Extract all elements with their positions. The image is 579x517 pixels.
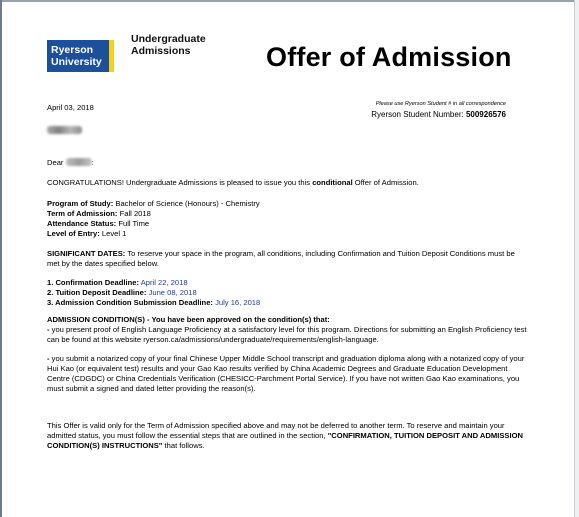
significant-dates-text: To reserve your space in the program, all conditions, including Confirmation and Tuition Deposit Conditions must be met by the dates specified below.: [47, 249, 515, 268]
window-top-edge: [0, 0, 579, 2]
conditions-heading: [47, 315, 527, 325]
deadline-date: April 22, 2018: [140, 278, 188, 287]
program-label: Program of Study:: [47, 199, 114, 208]
program-row: [47, 209, 527, 219]
program-details: [47, 199, 527, 239]
page-title: Offer of Admission: [266, 42, 512, 72]
student-number-value: 500926576: [465, 110, 506, 119]
ryerson-logo: [47, 40, 109, 72]
deadline-row: [47, 298, 527, 308]
program-value: Fall 2018: [119, 209, 151, 218]
student-number-label: Ryerson Student Number:: [371, 110, 464, 119]
closing-text: This Offer is valid only for the Term of Admission specified above and may not be deferred to another term. To reserve and maintain your admitted status, you must follow the essential steps that are outlined in the section,: [47, 421, 505, 440]
congrats-paragraph: [47, 178, 527, 188]
department-name: [131, 33, 206, 57]
deadline-date: June 08, 2018: [148, 288, 197, 297]
closing-after: that follows.: [162, 441, 205, 450]
closing-paragraph: [47, 421, 527, 451]
program-value: Full Time: [118, 219, 150, 228]
program-label: Attendance Status:: [47, 219, 117, 228]
redacted-first-name: [66, 158, 92, 166]
deadline-row: [47, 278, 527, 288]
program-row: [47, 219, 527, 229]
closing-bold: "CONFIRMATION, TUITION DEPOSIT AND ADMISSION CONDITION(S) INSTRUCTIONS": [47, 431, 523, 450]
greeting-colon: :: [91, 158, 94, 167]
condition-item-2-text: you submit a notarized copy of your final Chinese Upper Middle School transcript and graduation diploma along with a notarized copy of your Hui Kao (or equivalent test) results and your Gao Kao results verified by China Academic Degrees and Graduate Education Development Centre (CDGDC) or China Credentials Verification (CHESICC-Parchment Portal Service). If you have not written Gao Kao examinations, you must submit a signed and dated letter providing the reason(s).: [47, 354, 525, 393]
logo-yellow-bar: [109, 40, 114, 72]
congrats-after: Offer of Admission.: [352, 178, 419, 187]
program-row: [47, 229, 527, 239]
deadline-label: 2. Tuition Deposit Deadline:: [47, 288, 147, 297]
congrats-before: CONGRATULATIONS! Undergraduate Admissions is pleased to issue you this: [47, 178, 313, 187]
deadline-label: 3. Admission Condition Submission Deadline:: [47, 298, 213, 307]
program-label: Term of Admission:: [47, 209, 118, 218]
deadlines-list: [47, 278, 527, 308]
student-number-line: [371, 110, 506, 119]
deadline-date: July 16, 2018: [215, 298, 261, 307]
greeting-line: [47, 158, 527, 168]
deadline-row: [47, 288, 527, 298]
window-left-edge: [0, 0, 2, 517]
conditions-heading-text: ADMISSION CONDITION(S) - You have been approved on the condition(s) that:: [47, 315, 330, 324]
program-value: Bachelor of Science (Honours) - Chemistry: [115, 199, 260, 208]
admission-conditions: [47, 315, 527, 345]
greeting-dear: Dear: [47, 158, 64, 167]
condition-item-1-text: you present proof of English Language Proficiency at a satisfactory level for this program. Directions for submitting an English Proficiency test can be found at this website ryerson.ca/admissions/undergraduate/requirements/english-language.: [47, 325, 527, 344]
program-label: Level of Entry:: [47, 229, 100, 238]
dept-line-1: Undergraduate: [131, 33, 206, 45]
deadline-label: 1. Confirmation Deadline:: [47, 278, 139, 287]
redacted-recipient-name: [47, 126, 82, 134]
window-right-gutter: [575, 0, 579, 517]
logo-line-1: Ryerson: [51, 44, 94, 56]
letter-date: April 03, 2018: [47, 103, 94, 112]
dept-line-2: Admissions: [131, 45, 191, 57]
logo-line-2: University: [51, 56, 102, 68]
program-value: Level 1: [101, 229, 127, 238]
significant-dates-paragraph: [47, 249, 527, 269]
program-row: [47, 199, 527, 209]
condition-item-2: - you submit a notarized copy of your final Chinese Upper Middle School transcript and graduation diploma along with a notarized copy of your Hui Kao (or equivalent test) results and your Gao Kao results verified by China Academic Degrees and Graduate Education Development Centre (CDGDC) or China Credentials Verification (CHESICC-Parchment Portal Service). If you have not written Gao Kao examinations, you must submit a signed and dated letter providing the reason(s).: [47, 354, 525, 393]
congrats-bold: conditional: [312, 178, 353, 187]
condition-item-1: - you present proof of English Language Proficiency at a satisfactory level for this program. Directions for submitting an English Proficiency test can be found at this website ryerson.ca/admissions/undergraduate/requirements/english-language.: [47, 325, 527, 344]
student-number-note: Please use Ryerson Student # in all correspondence: [375, 101, 506, 107]
significant-dates-label: SIGNIFICANT DATES:: [47, 249, 126, 258]
